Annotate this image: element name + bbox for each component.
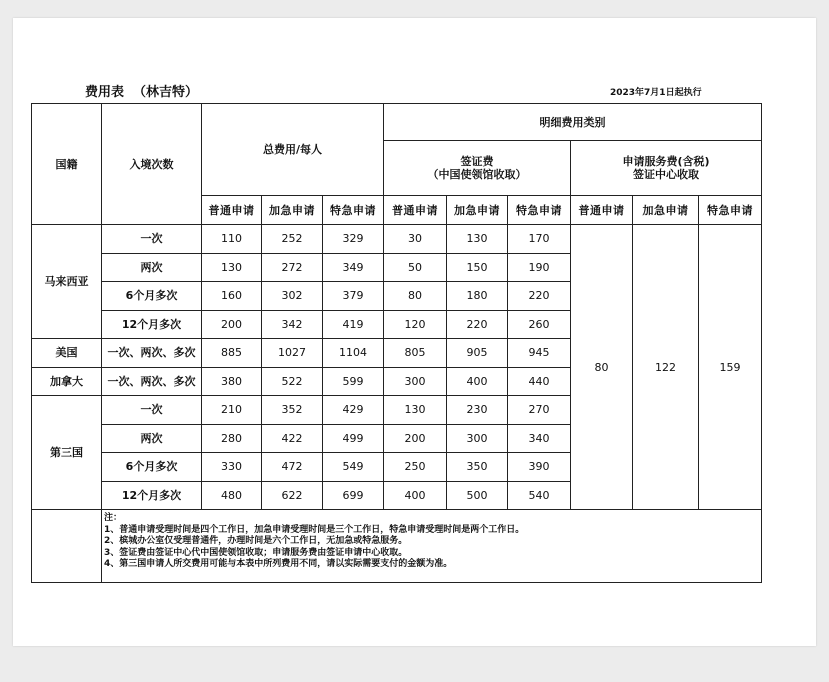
- total-fee-cell: 480: [202, 481, 262, 510]
- sub-header-visa-normal: 普通申请: [384, 196, 447, 225]
- visa-fee-cell: 120: [384, 310, 447, 339]
- visa-fee-cell: 350: [447, 453, 508, 482]
- visa-fee-cell: 945: [508, 339, 571, 368]
- total-fee-cell: 522: [262, 367, 323, 396]
- total-fee-cell: 342: [262, 310, 323, 339]
- note-item: 4、第三国申请人所交费用可能与本表中所列费用不同，请以实际需要支付的金额为准。: [104, 559, 453, 569]
- entry-count-cell: 两次: [102, 253, 202, 282]
- document-title: 费用表 （林吉特）: [85, 85, 199, 100]
- effective-date: 2023年7月1日起执行: [610, 88, 702, 98]
- total-fee-cell: 302: [262, 282, 323, 311]
- total-fee-cell: 885: [202, 339, 262, 368]
- note-item: 1、普通申请受理时间是四个工作日，加急申请受理时间是三个工作日，特急申请受理时间是两个工作日。: [104, 524, 525, 535]
- header-total-fee: 总费用/每人: [202, 104, 384, 196]
- sub-header-total-normal: 普通申请: [202, 196, 262, 225]
- total-fee-cell: 599: [323, 367, 384, 396]
- sub-header-service-express: 特急申请: [699, 196, 762, 225]
- note-item: 2、槟城办公室仅受理普通件，办理时间是六个工作日，无加急或特急服务。: [104, 536, 408, 546]
- nationality-cell: 第三国: [32, 396, 102, 510]
- visa-fee-cell: 220: [508, 282, 571, 311]
- total-fee-cell: 352: [262, 396, 323, 425]
- visa-fee-cell: 230: [447, 396, 508, 425]
- visa-fee-cell: 905: [447, 339, 508, 368]
- sub-header-service-urgent: 加急申请: [633, 196, 699, 225]
- total-fee-cell: 699: [323, 481, 384, 510]
- entry-count-cell: 6个月多次: [102, 453, 202, 482]
- total-fee-cell: 1027: [262, 339, 323, 368]
- entry-count-cell: 12个月多次: [102, 310, 202, 339]
- visa-fee-note: （中国使领馆收取）: [427, 168, 527, 181]
- total-fee-cell: 130: [202, 253, 262, 282]
- total-fee-cell: 329: [323, 225, 384, 254]
- visa-fee-cell: 300: [384, 367, 447, 396]
- total-fee-cell: 330: [202, 453, 262, 482]
- total-fee-cell: 549: [323, 453, 384, 482]
- total-fee-cell: 380: [202, 367, 262, 396]
- nationality-cell: 马来西亚: [32, 225, 102, 339]
- visa-fee-cell: 340: [508, 424, 571, 453]
- header-detail-category: 明细费用类别: [384, 104, 762, 141]
- header-service-fee: [571, 141, 762, 196]
- visa-fee-cell: 220: [447, 310, 508, 339]
- sub-header-visa-express: 特急申请: [508, 196, 571, 225]
- visa-fee-label: 签证费: [460, 155, 494, 168]
- service-fee-label: 申请服务费(含税): [622, 155, 710, 168]
- entry-count-cell: 6个月多次: [102, 282, 202, 311]
- visa-fee-cell: 50: [384, 253, 447, 282]
- visa-fee-cell: 270: [508, 396, 571, 425]
- visa-fee-cell: 130: [447, 225, 508, 254]
- service-fee-note: 签证中心收取: [633, 168, 699, 181]
- total-fee-cell: 160: [202, 282, 262, 311]
- fee-table: [31, 103, 762, 583]
- entry-count-cell: 一次: [102, 225, 202, 254]
- entry-count-cell: 两次: [102, 424, 202, 453]
- visa-fee-cell: 250: [384, 453, 447, 482]
- entry-count-cell: 12个月多次: [102, 481, 202, 510]
- visa-fee-cell: 80: [384, 282, 447, 311]
- visa-fee-cell: 390: [508, 453, 571, 482]
- sub-header-service-normal: 普通申请: [571, 196, 633, 225]
- visa-fee-cell: 260: [508, 310, 571, 339]
- service-fee-cell: 122: [633, 225, 699, 510]
- visa-fee-cell: 30: [384, 225, 447, 254]
- total-fee-cell: 419: [323, 310, 384, 339]
- total-fee-cell: 280: [202, 424, 262, 453]
- entry-count-cell: 一次、两次、多次: [102, 367, 202, 396]
- total-fee-cell: 422: [262, 424, 323, 453]
- visa-fee-cell: 170: [508, 225, 571, 254]
- total-fee-cell: 110: [202, 225, 262, 254]
- visa-fee-cell: 400: [384, 481, 447, 510]
- service-fee-cell: 159: [699, 225, 762, 510]
- total-fee-cell: 622: [262, 481, 323, 510]
- notes-cell: [102, 510, 762, 583]
- total-fee-cell: 1104: [323, 339, 384, 368]
- entry-count-cell: 一次、两次、多次: [102, 339, 202, 368]
- total-fee-cell: 252: [262, 225, 323, 254]
- total-fee-cell: 499: [323, 424, 384, 453]
- visa-fee-cell: 440: [508, 367, 571, 396]
- total-fee-cell: 472: [262, 453, 323, 482]
- notes-heading: 注：: [104, 513, 123, 523]
- nationality-cell: 加拿大: [32, 367, 102, 396]
- entry-count-cell: 一次: [102, 396, 202, 425]
- total-fee-cell: 349: [323, 253, 384, 282]
- table-row: [32, 225, 762, 254]
- visa-fee-cell: 805: [384, 339, 447, 368]
- visa-fee-cell: 540: [508, 481, 571, 510]
- nationality-cell: 美国: [32, 339, 102, 368]
- total-fee-cell: 210: [202, 396, 262, 425]
- total-fee-cell: 429: [323, 396, 384, 425]
- visa-fee-cell: 180: [447, 282, 508, 311]
- total-fee-cell: 272: [262, 253, 323, 282]
- visa-fee-cell: 200: [384, 424, 447, 453]
- visa-fee-cell: 400: [447, 367, 508, 396]
- sub-header-total-urgent: 加急申请: [262, 196, 323, 225]
- header-nationality: 国籍: [32, 104, 102, 225]
- visa-fee-cell: 500: [447, 481, 508, 510]
- header-entry-count: 入境次数: [102, 104, 202, 225]
- sub-header-total-express: 特急申请: [323, 196, 384, 225]
- visa-fee-cell: 150: [447, 253, 508, 282]
- note-item: 3、签证费由签证中心代中国使领馆收取；申请服务费由签证申请中心收取。: [104, 547, 408, 558]
- total-fee-cell: 379: [323, 282, 384, 311]
- visa-fee-cell: 300: [447, 424, 508, 453]
- total-fee-cell: 200: [202, 310, 262, 339]
- header-visa-fee: [384, 141, 571, 196]
- visa-fee-cell: 190: [508, 253, 571, 282]
- notes-label-cell: [32, 510, 102, 583]
- visa-fee-cell: 130: [384, 396, 447, 425]
- sub-header-visa-urgent: 加急申请: [447, 196, 508, 225]
- service-fee-cell: 80: [571, 225, 633, 510]
